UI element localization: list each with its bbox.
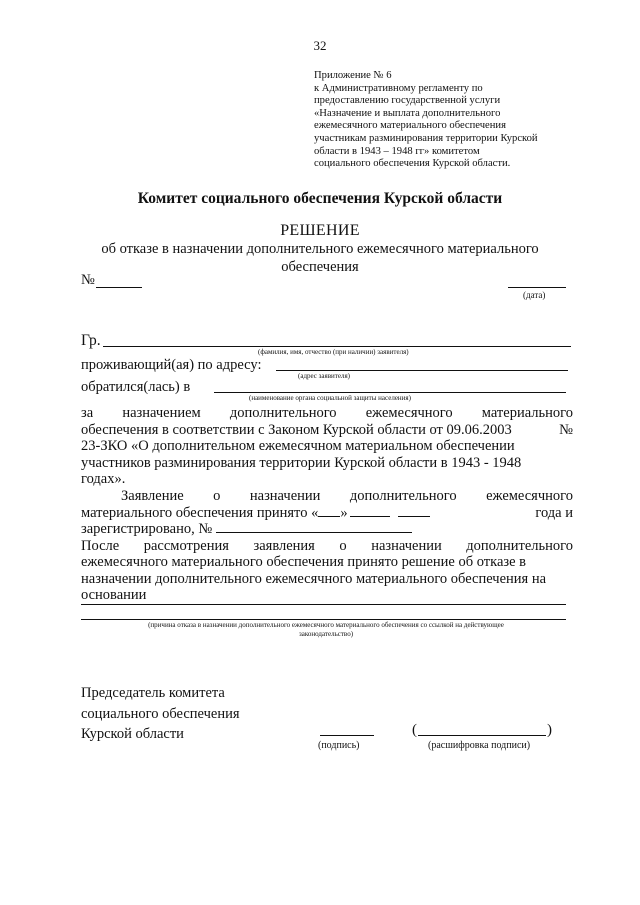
appendix-line: Приложение № 6 [314, 70, 392, 81]
close-paren: ) [547, 722, 552, 738]
day-field[interactable] [318, 516, 340, 517]
appendix-line: к Административному регламенту по [314, 82, 483, 94]
reason-caption: (причина отказа в назначении дополнительного ежемесячного материального обеспечения со ссылкой на действующее [148, 621, 504, 629]
text-line: материального обеспечения принято « [81, 504, 319, 521]
chairman-block [81, 683, 240, 745]
word: о [339, 537, 347, 554]
date-caption: (дата) [523, 290, 546, 300]
word: ежемесячного [365, 405, 453, 421]
signature-caption: (подпись) [318, 740, 360, 751]
appendix-header [314, 70, 538, 171]
word: дополнительного [229, 405, 337, 421]
text-line: ежемесячного материального обеспечения принято решение об отказе в [81, 554, 527, 570]
word: заявления [253, 537, 315, 554]
word: за [81, 405, 94, 421]
year-field[interactable] [398, 516, 430, 517]
committee-name: Комитет социального обеспечения Курской области [137, 190, 503, 207]
authority-field[interactable] [214, 392, 566, 393]
citizen-label: Гр. [81, 332, 101, 349]
registration-number-field[interactable] [216, 532, 412, 533]
appendix-line: предоставлению государственной услуги [314, 95, 501, 107]
word: Заявление [121, 488, 184, 504]
paragraph-statement [81, 488, 573, 604]
number-field[interactable] [96, 287, 142, 288]
reason-field-line-1[interactable] [81, 604, 566, 605]
applied-caption: (наименование органа социальной защиты населения) [249, 394, 411, 402]
word: назначении [249, 488, 321, 504]
page-number: 32 [313, 38, 327, 53]
address-field[interactable] [276, 370, 568, 371]
text-line: участников разминирования территории Курской области в 1943 - 1948 [81, 454, 522, 471]
appendix-line: ежемесячного материального обеспечения [314, 120, 506, 132]
chairman-line: Председатель комитета [81, 685, 225, 701]
chairman-line: Курской области [81, 726, 184, 742]
citizen-caption: (фамилия, имя, отчество (при наличии) заявителя) [258, 348, 409, 356]
appendix-line: «Назначение и выплата дополнительного [314, 107, 501, 119]
word: После [81, 537, 120, 554]
decision-subtitle: об отказе в назначении дополнительного ежемесячного материального обеспечения [101, 241, 539, 275]
text-line: обеспечения в соответствии с Законом Курской области от 09.06.2003 [81, 421, 512, 438]
appendix-line: социального обеспечения Курской области. [314, 158, 511, 170]
text-line: года и [535, 504, 573, 521]
word: дополнительного [349, 488, 457, 504]
word: назначении [371, 537, 442, 554]
appendix-line: области в 1943 – 1948 гг» комитетом [314, 145, 480, 157]
text-line: основании [81, 587, 147, 603]
text-line: годах». [81, 471, 126, 487]
decision-title: РЕШЕНИЕ [280, 222, 360, 239]
text-line: » [340, 504, 348, 521]
text-line: назначении дополнительного ежемесячного материального обеспечения на [81, 570, 547, 587]
date-field[interactable] [508, 287, 566, 288]
reason-caption-cont: законодательство) [298, 630, 354, 638]
citizen-field[interactable] [103, 346, 571, 347]
appendix-line: участникам разминирования территории Курской [314, 132, 538, 144]
applied-label: обратился(лась) в [81, 379, 191, 395]
chairman-line: социального обеспечения [81, 705, 240, 722]
word: дополнительного [466, 537, 573, 554]
word: о [213, 488, 221, 504]
text-line: № [559, 421, 573, 438]
word: рассмотрения [143, 537, 229, 554]
open-paren: ( [412, 722, 417, 738]
word: материального [481, 405, 573, 421]
month-field[interactable] [350, 516, 390, 517]
address-caption: (адрес заявителя) [298, 372, 350, 380]
text-line: 23-ЗКО «О дополнительном ежемесячном материальном обеспечении [81, 438, 515, 454]
text-line: зарегистрировано, № [81, 521, 213, 537]
address-label: проживающий(ая) по адресу: [81, 357, 262, 373]
reason-field-line-2[interactable] [81, 619, 566, 620]
word: ежемесячного [486, 488, 573, 504]
decode-caption: (расшифровка подписи) [428, 740, 531, 751]
paragraph-application [81, 405, 573, 488]
word: назначением [122, 405, 201, 421]
signature-field[interactable] [320, 735, 374, 736]
signature-decode-field[interactable] [418, 735, 546, 736]
number-label: № [81, 272, 95, 288]
